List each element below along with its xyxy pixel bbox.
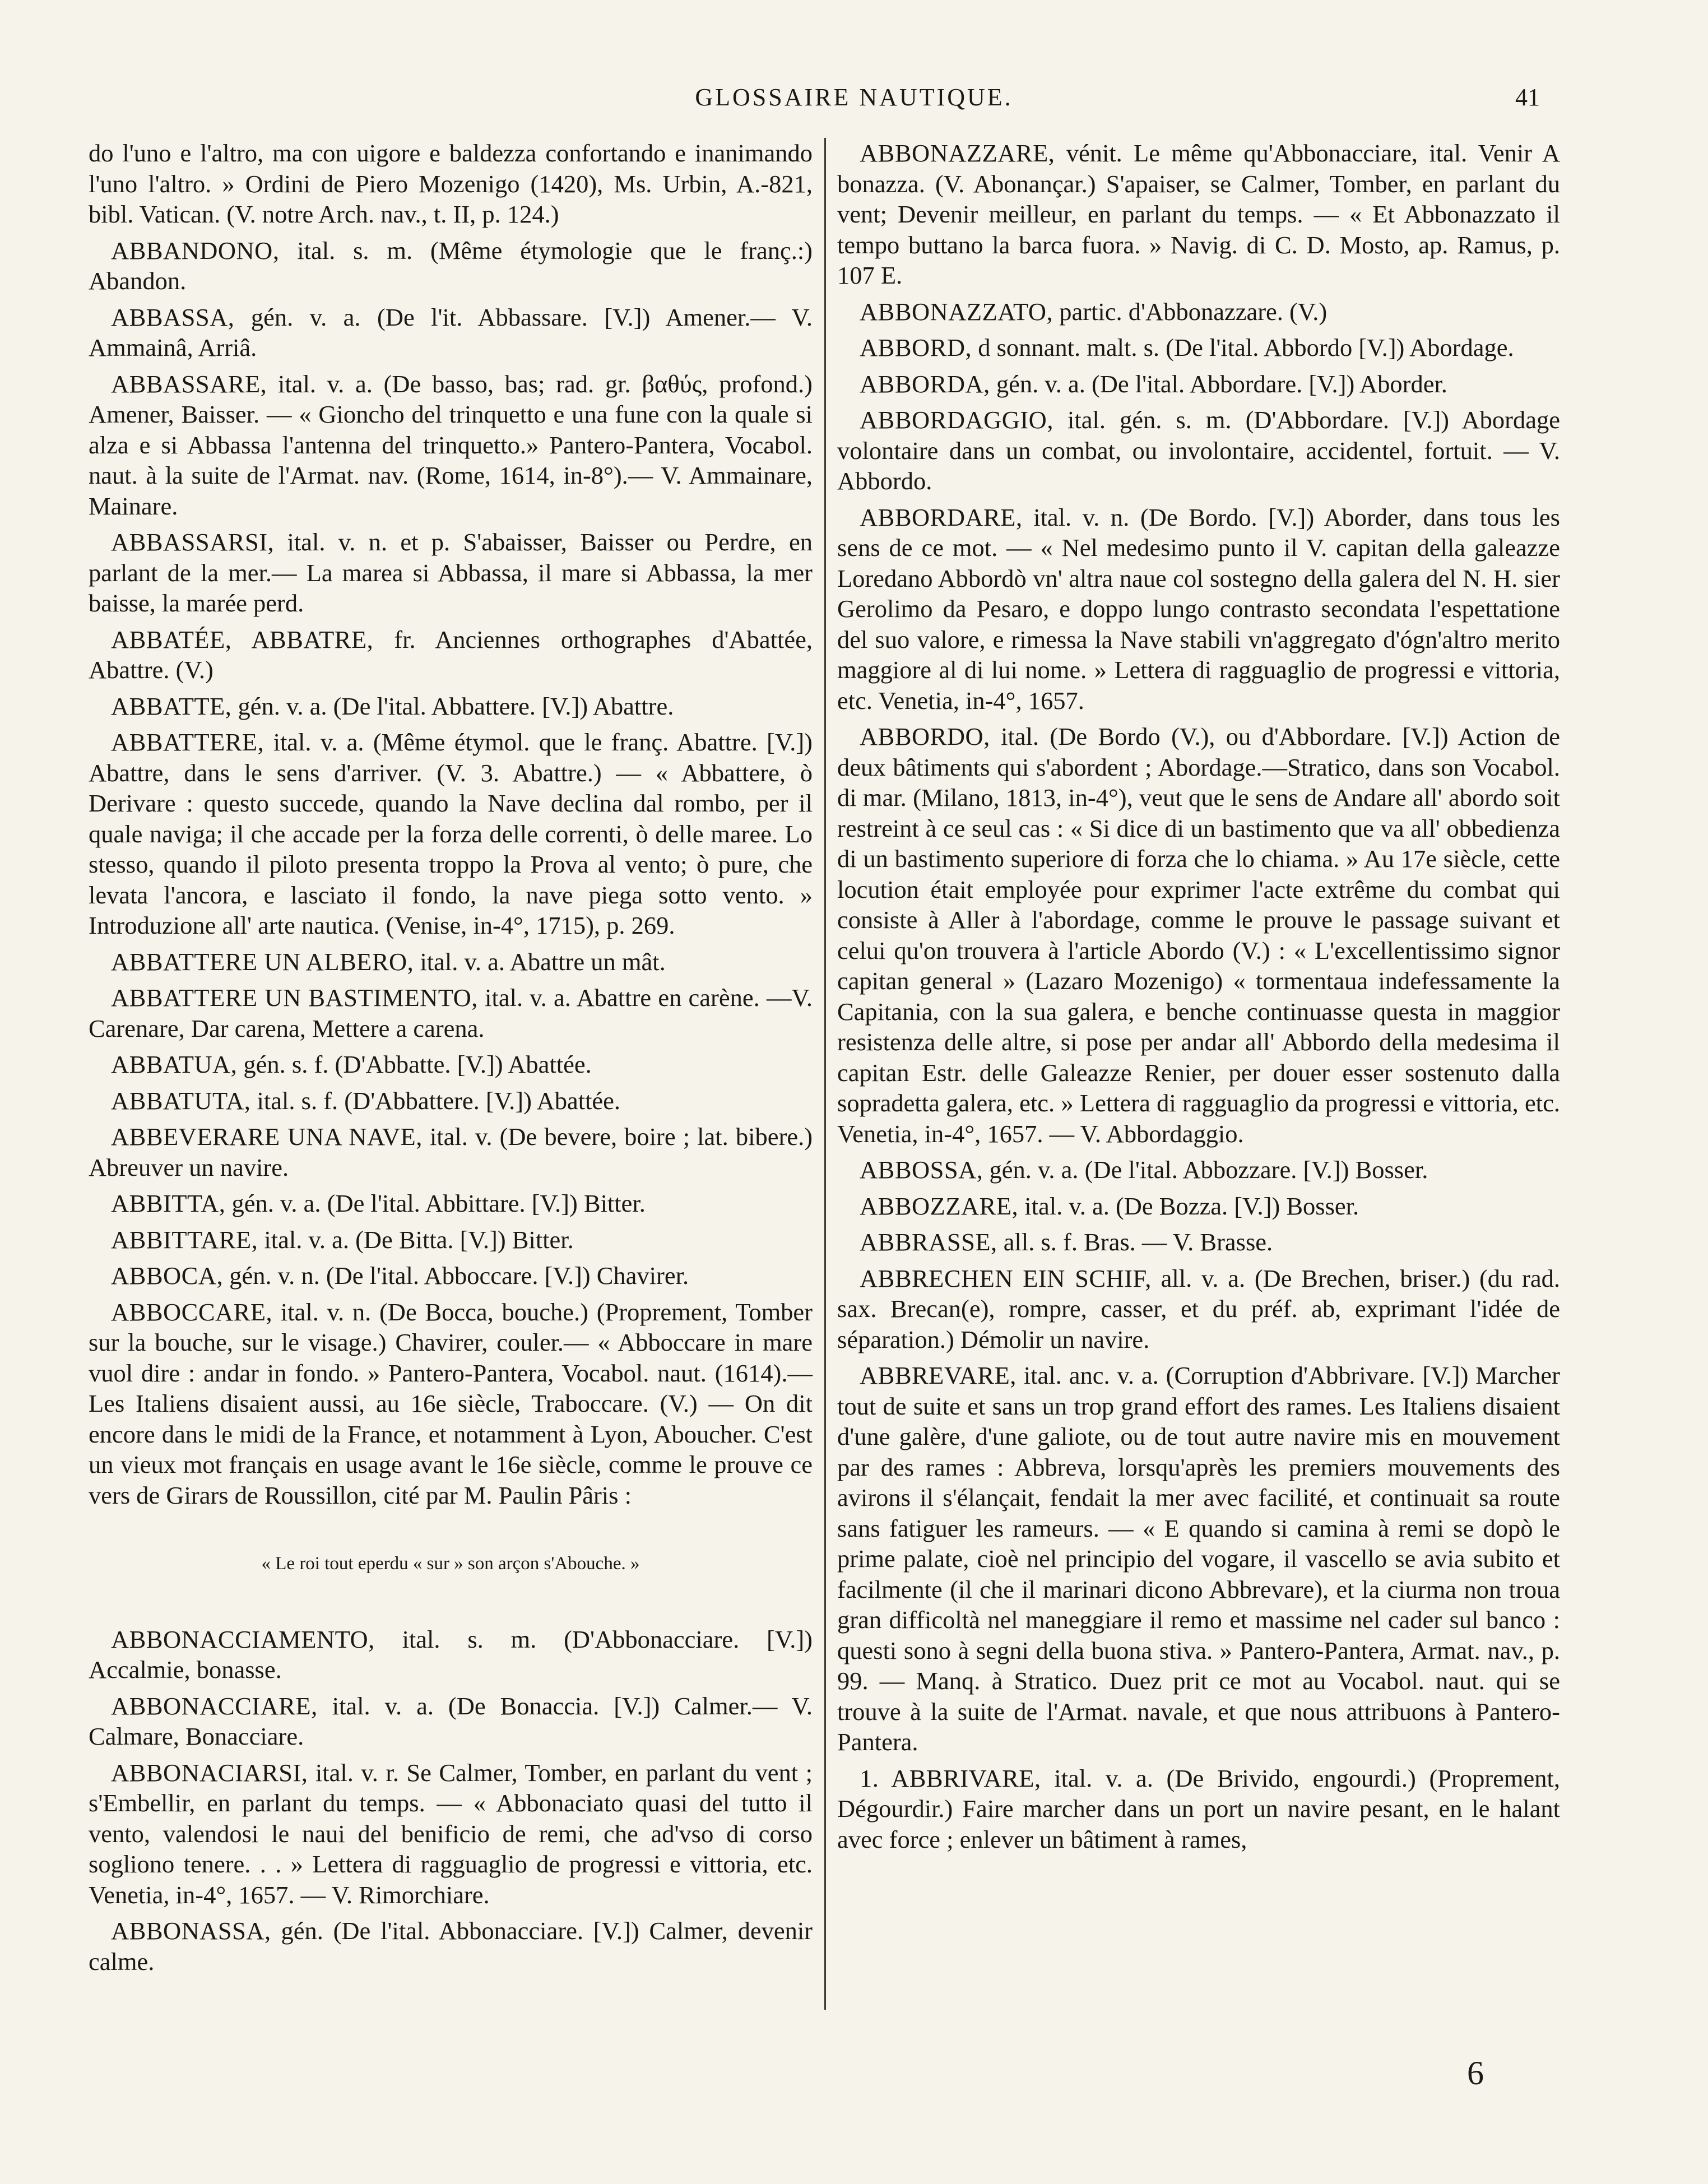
glossary-entry [837,721,1560,1149]
glossary-entry [89,1188,813,1219]
entry-definition: all. v. a. (De Brechen, briser.) (du rad. sax. Brecan(e), rompre, casser, et du préf. ab, exprimant l'idée de séparation.) Démolir un navire. [837,1264,1561,1353]
entry-headword: ABBATTERE UN ALBERO, [111,947,414,976]
entry-definition: d sonnant. malt. s. (De l'ital. Abbordo [V.]) Abordage. [978,333,1514,361]
glossary-entry [89,1260,813,1291]
entry-headword: ABBITTARE, [111,1225,258,1254]
glossary-entry [89,1086,813,1116]
glossary-entry [89,982,813,1044]
entry-definition: ital. v. a. (Même étymol. que le franç. Abattre. [V.]) Abattre, dans le sens d'arriver. (V. 3. Abattre.) — « Abbattere, ò Derivare : questo succede, quando la Nave declina dal rombo, per il quale naviga; il che accade per la forza delle correnti, ò delle maree. Lo stesso, quando il piloto presenta troppo la Prova al vento; ò pure, che levata l'ancora, e lasciato il fondo, la nave piega sotto vento. » Introduzione all' arte nautica. (Venise, in-4°, 1715), p. 269. [89,728,813,939]
column-divider [824,138,826,2010]
entry-headword: ABBONAZZARE, [860,139,1055,167]
glossary-entry [89,138,813,230]
entry-headword: ABBRASSE, [860,1228,997,1256]
entry-definition: ital. s. m. (D'Abbonacciare. [V.]) Accalmie, bonasse. [89,1625,813,1684]
entry-headword: ABBASSARSI, [111,528,275,556]
entry-definition: ital. v. (De bevere, boire ; lat. bibere.) Abreuver un navire. [89,1123,813,1181]
glossary-entry [89,947,813,977]
entry-definition: ital. anc. v. a. (Corruption d'Abbrivare. [V.]) Marcher tout de suite et sans un trop grand effort des rames. Les Italiens disaient d'une galère, d'une galiote, ou de tout autre navire mis en mouvement par des rames : Abbreva, lorsqu'après les premiers mouvements des avirons il s'élançait, fendait la mer avec facilité, et continuait sa route sans fatiguer les rameurs. — « E quando si camina à remi se dopò le prime palate, cioè nel principio del vogare, il vascello se avia subito et facilmente (il che il marinari dicono Abbrevare), et la ciurma non troua gran difficoltà nel maneggiare il remo et massime nel cader sul banco : questi sono à segni della buona stiva. » Pantero-Pantera, Armat. nav., p. 99. — Manq. à Stratico. Duez prit ce mot au Vocabol. naut. qui se trouve à la suite de l'Armat. navale, et que nous attribuons à Pantero-Pantera. [837,1361,1561,1756]
entry-headword: ABBORDO, [860,722,990,750]
entry-headword: ABBATUTA, [111,1086,251,1115]
glossary-entry [89,369,813,522]
verse-quote: « Le roi tout eperdu « sur » son arçon s'Abouche. » [261,1554,640,1574]
entry-headword: ABBANDONO, [111,236,280,265]
entry-headword: ABBONAZZATO, [860,297,1053,326]
entry-headword: ABBREVARE, [860,1361,1017,1389]
entry-headword: ABBASSA, [111,303,235,331]
entry-definition: gén. v. a. (De l'ital. Abbozzare. [V.]) Bosser. [989,1156,1428,1184]
glossary-entry [89,527,813,619]
glossary-entry [89,1225,813,1255]
entry-definition: gén. s. f. (D'Abbatte. [V.]) Abattée. [243,1050,592,1078]
entry-definition: gén. v. n. (De l'ital. Abboccare. [V.]) Chavirer. [229,1262,689,1290]
left-column [89,138,813,1982]
entry-headword: ABBATUA, [111,1050,238,1078]
entry-headword: ABBORDAGGIO, [860,406,1053,434]
running-title: GLOSSAIRE NAUTIQUE. [695,84,1013,111]
entry-definition: ital. (De Bordo (V.), ou d'Abbordare. [V.]) Action de deux bâtiments qui s'abordent ; Abordage.—Stratico, dans son Vocabol. di mar. (Milano, 1813, in-4°), veut que le sens de Andare all' abordo soit restreint à ce seul cas : « Si dice di un bastimento que va all' obbedienza di un bastimento superiore di forza che lo chiama. » Au 17e siècle, cette locution était employée pour exprimer l'acte extrême du combat qui consiste à Aller à l'abordage, comme le prouve le passage suivant et celui qu'on trouvera à l'article Abordo (V.) : « L'excellentissimo signor capitan general » (Lazaro Mozenigo) « tormentaua indefessamente la Capitania, con la sua galera, e benche continuasse questa in maggior resistenza delle altre, si pose per andar all' Abbordo della medesima il capitan Estr. delle Galeazze Renier, per douer esser sostenuto dalla sopradetta galera, etc. » Lettera di ragguaglio da progressi e vittoria, etc. Venetia, in-4°, 1657. — V. Abbordaggio. [837,722,1561,1148]
entry-headword: ABBONACCIARE, [111,1691,318,1720]
entry-headword: ABBATTERE UN BASTIMENTO, [111,984,478,1012]
glossary-entry [837,1191,1560,1222]
glossary-entry [837,332,1560,363]
entry-headword: ABBATTERE, [111,728,264,756]
entry-headword: ABBOCA, [111,1262,224,1290]
entry-definition: fr. Anciennes orthographes d'Abattée, Abattre. (V.) [89,625,813,684]
glossary-entry [89,1121,813,1183]
entry-definition: do l'uno e l'altro, ma con uigore e baldezza confortando e inanimando l'uno l'altro. » Ordini de Piero Mozenigo (1420), Ms. Urbin, A.-821, bibl. Vatican. (V. notre Arch. nav., t. II, p. 124.) [89,139,813,228]
glossary-entry [89,1758,813,1911]
entry-headword: ABBASSARE, [111,369,267,398]
entry-definition: vénit. Le même qu'Abbonacciare, ital. Venir A bonazza. (V. Abonançar.) S'apaiser, se Calmer, Tomber, en parlant du vent; Devenir meilleur, en parlant du temps. — « Et Abbonazzato il tempo buttano la barca fuora. » Navig. di C. D. Mosto, ap. Ramus, p. 107 E. [837,139,1561,289]
entry-definition: ital. v. n. (De Bocca, bouche.) (Proprement, Tomber sur la bouche, sur le visage.) Chavirer, couler.— « Abboccare in mare vuol dire : andar in fondo. » Pantero-Pantera, Vocabol. naut. (1614).— Les Italiens disaient aussi, au 16e siècle, Traboccare. (V.) — On dit encore dans le midi de la France, et notamment à Lyon, Aboucher. C'est un vieux mot français en usage avant le 16e siècle, comme le prouve ce vers de Girars de Roussillon, cité par M. Paulin Pâris : [89,1297,813,1509]
entry-definition: ital. gén. s. m. (D'Abbordare. [V.]) Abordage volontaire dans un combat, ou involontaire, accidentel, fortuit. — V. Abbordo. [837,406,1561,495]
entry-headword: ABBORD, [860,333,972,361]
entry-definition: gén. v. a. (De l'ital. Abbittare. [V.]) Bitter. [231,1189,646,1217]
glossary-entry [89,691,813,722]
entry-headword: 1. ABBRIVARE, [860,1764,1041,1792]
glossary-entry [89,1049,813,1080]
entry-headword: ABBATÉE, ABBATRE, [111,625,374,653]
glossary-entry [837,369,1560,400]
entry-definition: ital. v. a. (De basso, bas; rad. gr. βαθύς, profond.) Amener, Baisser. — « Gioncho del trinquetto e una fune con la quale si alza e si Abbassa l'antenna del trinquetto.» Pantero-Pantera, Vocabol. naut. à la suite de l'Armat. nav. (Rome, 1614, in-8°).— V. Ammainare, Mainare. [89,369,813,520]
entry-definition: gén. v. a. (De l'ital. Abbattere. [V.]) Abattre. [238,692,674,720]
entry-definition: ital. s. f. (D'Abbattere. [V.]) Abattée. [257,1086,621,1115]
page-number: 41 [1515,84,1540,111]
entry-headword: ABBONACCIAMENTO, [111,1625,375,1653]
right-column [837,138,1560,1860]
entry-definition: all. s. f. Bras. — V. Brasse. [1003,1228,1273,1256]
entry-definition: gén. v. a. (De l'it. Abbassare. [V.]) Amener.— V. Ammainâ, Arriâ. [89,303,813,361]
entry-headword: ABBOSSA, [860,1156,983,1184]
glossary-entry [89,1297,813,1511]
entry-headword: ABBOCCARE, [111,1297,273,1326]
glossary-entry [837,1263,1560,1355]
glossary-entry [837,1763,1560,1855]
entry-definition: ital. v. a. (De Bonaccia. [V.]) Calmer.— V. Calmare, Bonacciare. [89,1691,813,1750]
glossary-entry [89,624,813,685]
entry-definition: ital. v. r. Se Calmer, Tomber, en parlant du vent ; s'Embellir, en parlant du temps. — « Abbonaciato quasi del tutto il vento, valendosi le naui del benificio de remi, che ad'vso di corso sogliono tenere. . . » Lettera di ragguaglio de progressi e vittoria, etc. Venetia, in-4°, 1657. — V. Rimorchiare. [89,1758,813,1909]
entry-headword: ABBORDA, [860,369,990,398]
glossary-entry [89,1624,813,1685]
entry-definition: ital. v. a. (De Bitta. [V.]) Bitter. [264,1225,574,1254]
glossary-entry [837,138,1560,291]
entry-headword: ABBITTA, [111,1189,226,1217]
glossary-entry [837,1360,1560,1758]
entry-definition: ital. v. a. (De Brivido, engourdi.) (Proprement, Dégourdir.) Faire marcher dans un port un navire pesant, en le halant avec force ; enlever un bâtiment à rames, [837,1764,1561,1853]
glossary-entry [837,502,1560,716]
entry-headword: ABBONASSA, [111,1917,271,1945]
entry-headword: ABBRECHEN EIN SCHIF, [860,1264,1152,1292]
entry-definition: ital. v. a. Abattre un mât. [420,947,666,976]
entry-headword: ABBORDARE, [860,503,1023,531]
entry-definition: ital. v. n. (De Bordo. [V.]) Aborder, dans tous les sens de ce mot. — « Nel medesimo punto il V. capitan della galeazze Loredano Abbordò vn' altra naue col sostegno della galera del N. H. sier Gerolimo da Pesaro, e doppo lungo contrasto secondata l'espettatione del suo valore, e rimessa la Nave stabili vn'aggregato d'ógn'altro merito maggiore al di lui nome. » Lettera di ragguaglio de progressi e vittoria, etc. Venetia, in-4°, 1657. [837,503,1560,715]
entry-definition: partic. d'Abbonazzare. (V.) [1059,297,1328,326]
glossary-entry [837,405,1560,497]
glossary-entry [837,1154,1560,1185]
glossary-entry [89,235,813,296]
glossary-entry [89,302,813,363]
entry-definition: ital. v. n. et p. S'abaisser, Baisser ou Perdre, en parlant de la mer.— La marea si Abbassa, il mare si Abbassa, la mer baisse, la marée perd. [89,528,813,617]
glossary-entry [89,1691,813,1752]
entry-definition: gén. v. a. (De l'ital. Abbordare. [V.]) Aborder. [996,369,1447,398]
signature-mark: 6 [1467,2055,1484,2092]
entry-headword: ABBONACIARSI, [111,1758,308,1787]
entry-headword: ABBOZZARE, [860,1191,1019,1220]
entry-definition: gén. (De l'ital. Abbonacciare. [V.]) Calmer, devenir calme. [89,1917,813,1976]
entry-definition: ital. v. a. (De Bozza. [V.]) Bosser. [1024,1191,1359,1220]
page-header [0,83,1708,117]
entry-definition: ital. s. m. (Même étymologie que le franç.:) Abandon. [89,236,813,295]
entry-headword: ABBATTE, [111,692,232,720]
entry-definition: ital. v. a. Abattre en carène. —V. Carenare, Dar carena, Mettere a carena. [89,984,813,1042]
glossary-entry [837,296,1560,327]
entry-headword: ABBEVERARE UNA NAVE, [111,1123,423,1151]
glossary-entry [837,1227,1560,1258]
glossary-entry [89,1916,813,1977]
glossary-entry [89,727,813,941]
